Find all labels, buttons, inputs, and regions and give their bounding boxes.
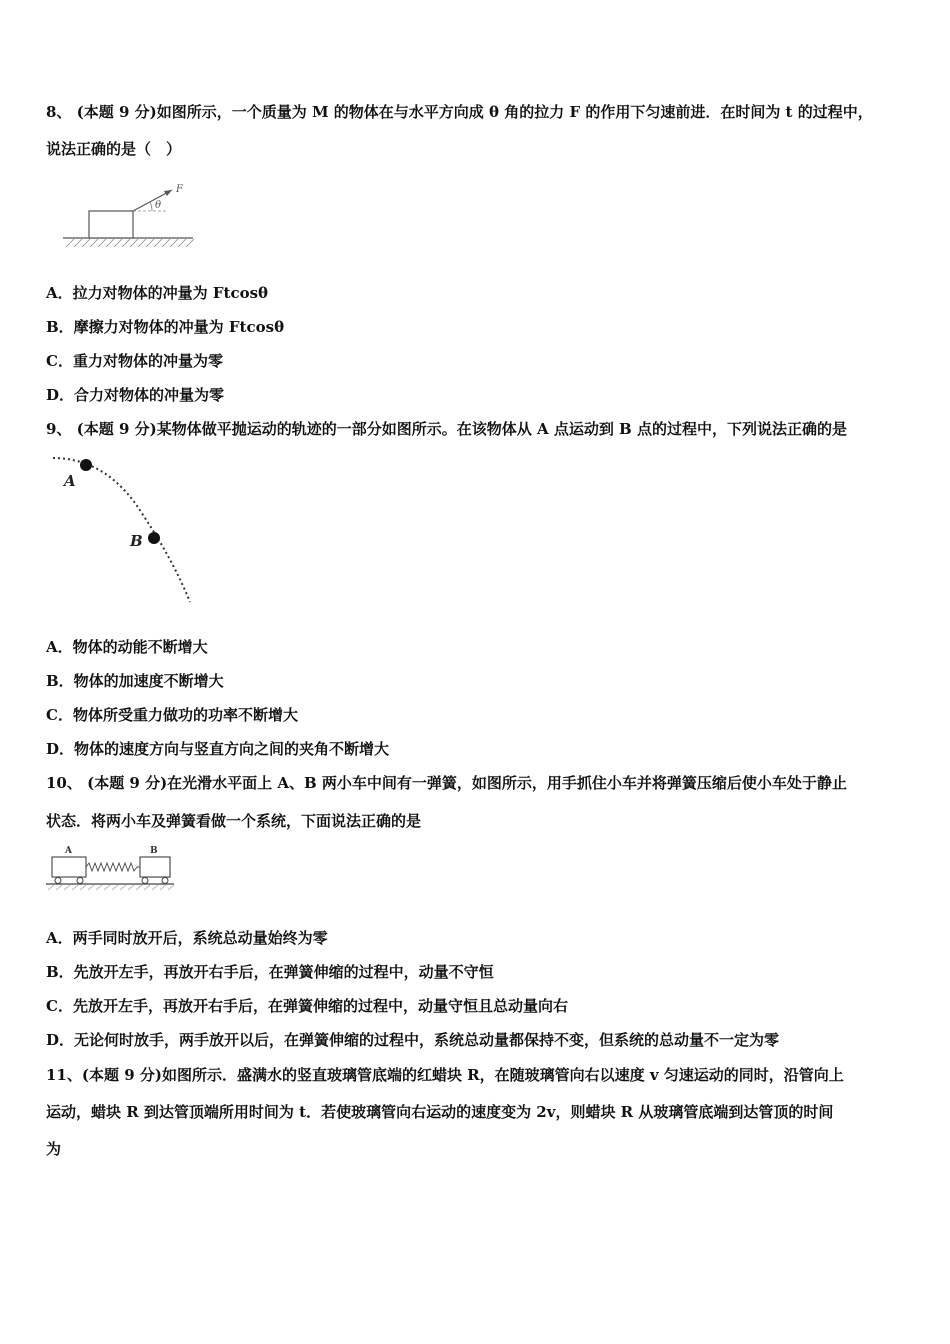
q11-stem-line2: 运动，蜡块 R 到达管顶端所用时间为 t．若使玻璃管向右运动的速度变为 2v，则蜡块 R 从玻璃管底端到达管顶的时间 (46, 1103, 834, 1121)
q9-figure-point-a: A (64, 472, 76, 490)
q9-figure-trajectory (48, 450, 198, 610)
q8-figure-angle-label: θ (155, 200, 162, 211)
q10-option-b: B．先放开左手，再放开右手后，在弹簧伸缩的过程中，动量不守恒 (46, 963, 494, 981)
q10-stem-line1: 10、 (本题 9 分)在光滑水平面上 A、B 两小车中间有一弹簧，如图所示，用手抓住小车并将弹簧压缩后使小车处于静止 (46, 774, 847, 792)
q9-option-a: A．物体的动能不断增大 (46, 638, 208, 656)
q8-stem-line1: 8、 (本题 9 分)如图所示，一个质量为 M 的物体在与水平方向成 θ 角的拉力 F 的作用下匀速前进．在时间为 t 的过程中， (46, 103, 873, 121)
q8-stem-line2: 说法正确的是（ ） (46, 140, 182, 158)
q8-figure-force-label: F (176, 184, 183, 195)
q11-stem-line1: 11、(本题 9 分)如图所示．盛满水的竖直玻璃管底端的红蜡块 R，在随玻璃管向右以速度 v 匀速运动的同时，沿管向上 (46, 1066, 844, 1084)
q9-stem-line1: 9、 (本题 9 分)某物体做平抛运动的轨迹的一部分如图所示。在该物体从 A 点运动到 B 点的过程中，下列说法正确的是 (46, 420, 847, 438)
q9-option-b: B．物体的加速度不断增大 (46, 672, 224, 690)
q8-option-c: C．重力对物体的冲量为零 (46, 352, 223, 370)
q10-figure-cart-a-label: A (65, 846, 72, 856)
q8-option-b: B．摩擦力对物体的冲量为 Ftcosθ (46, 318, 285, 336)
q8-figure-block-force (60, 180, 200, 252)
q8-option-a: A．拉力对物体的冲量为 Ftcosθ (46, 284, 269, 302)
q11-stem-line3: 为 (46, 1140, 62, 1158)
q9-option-c: C．物体所受重力做功的功率不断增大 (46, 706, 298, 724)
q8-option-d: D．合力对物体的冲量为零 (46, 386, 225, 404)
q9-option-d: D．物体的速度方向与竖直方向之间的夹角不断增大 (46, 740, 390, 758)
q10-stem-line2: 状态．将两小车及弹簧看做一个系统，下面说法正确的是 (46, 812, 422, 830)
q10-option-c: C．先放开左手，再放开右手后，在弹簧伸缩的过程中，动量守恒且总动量向右 (46, 997, 568, 1015)
q10-option-d: D．无论何时放手，两手放开以后，在弹簧伸缩的过程中，系统总动量都保持不变，但系统的总动量不一定为零 (46, 1031, 780, 1049)
q10-option-a: A．两手同时放开后，系统总动量始终为零 (46, 929, 328, 947)
q10-figure-cart-b-label: B (150, 846, 158, 856)
q10-figure-carts-spring (44, 842, 180, 894)
q9-figure-point-b: B (130, 532, 143, 550)
